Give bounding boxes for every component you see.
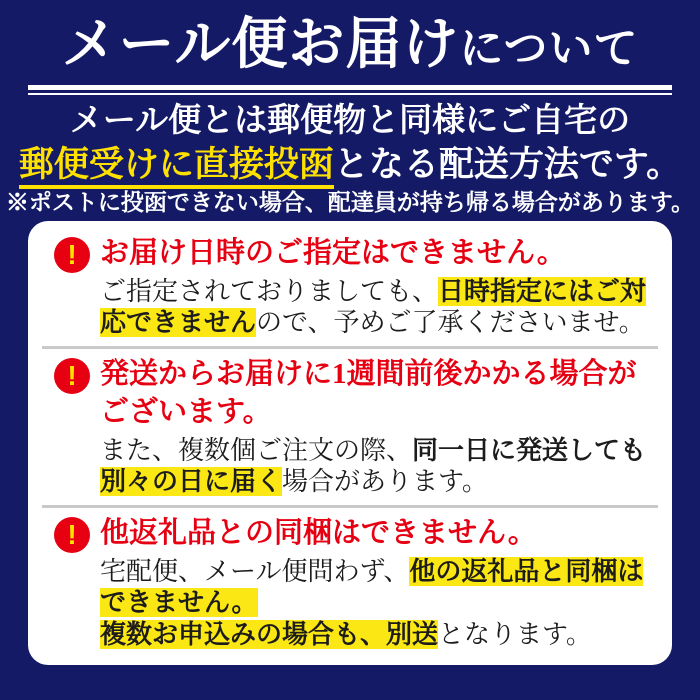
- body-segment-plain: となります。: [438, 620, 592, 650]
- intro-note: ※ポストに投函できない場合、配達員が持ち帰る場合があります。: [5, 190, 695, 216]
- page-title-suffix: について: [459, 24, 639, 73]
- notice-body: [100, 556, 652, 651]
- body-segment-highlight: 日時指定にはご対応できません: [100, 276, 647, 338]
- body-segment-highlight: 複数お申込みの場合も、別送: [100, 620, 439, 650]
- notice-heading: 発送からお届けに1週間前後かかる場合がございます。: [100, 358, 637, 428]
- notice-body: [100, 435, 652, 498]
- notice-box: [28, 221, 672, 665]
- notice-no-date-selection: [48, 235, 652, 339]
- body-segment-plain: また、複数個ご注文の際、: [100, 435, 413, 465]
- notice-no-bundling: [48, 515, 652, 651]
- intro-line1: メール便とは郵便物と同様にご自宅の: [69, 103, 631, 140]
- exclamation-icon: !: [54, 358, 90, 394]
- intro-line2-rest: となる配送方法です。: [333, 144, 682, 184]
- exclamation-icon: !: [54, 237, 90, 273]
- intro-section: [0, 102, 700, 217]
- section-divider: [42, 346, 658, 349]
- notice-body: [100, 276, 652, 339]
- notice-heading: 他返礼品との同梱はできません。: [100, 517, 537, 550]
- page-title-main: メール便お届け: [61, 14, 460, 76]
- section-divider: [42, 505, 658, 508]
- double-rule: [28, 85, 672, 95]
- body-segment-plain: 場合があります。: [282, 467, 488, 497]
- exclamation-icon: !: [54, 517, 90, 553]
- rule-thick: [28, 85, 672, 90]
- mail-delivery-notice-page: [0, 13, 700, 665]
- rule-thin: [28, 93, 672, 95]
- body-segment-highlight: 他の返礼品と同梱はできません。: [100, 556, 644, 618]
- body-segment-highlight: 別々の日に届く: [100, 467, 283, 497]
- body-segment-plain: 宅配便、メール便問わず、: [100, 556, 410, 586]
- intro-line2-emphasis: 郵便受けに直接投函: [19, 145, 334, 189]
- notice-heading: お届け日時のご指定はできません。: [100, 237, 566, 270]
- intro-line2: [0, 142, 700, 188]
- page-title: [0, 13, 700, 77]
- notice-delivery-period: [48, 356, 652, 498]
- body-segment-bold: 同一日に発送しても: [412, 435, 647, 465]
- body-segment-plain: ご指定されておりましても、: [100, 276, 439, 306]
- body-segment-plain: ので、予めご了承くださいませ。: [256, 308, 645, 338]
